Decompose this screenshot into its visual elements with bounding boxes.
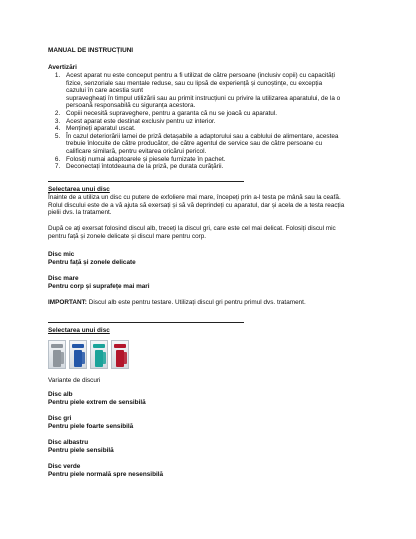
- page-title: MANUAL DE INSTRUCȚIUNI: [48, 47, 134, 54]
- disc-green-desc: Pentru piele normală spre nesensibilă: [48, 471, 164, 478]
- warning-item: 4. Mențineți aparatul uscat.: [62, 125, 392, 133]
- disc-grey-desc: Pentru piele foarte sensibilă: [48, 423, 134, 430]
- disc-blue-label: Disc albastru: [48, 439, 89, 446]
- small-disc-desc: Pentru față și zonele delicate: [48, 259, 136, 266]
- selection2-heading: Selectarea unui disc: [48, 327, 110, 334]
- selection-heading: Selectarea unui disc: [48, 186, 110, 193]
- important-text: Discul alb este pentru testare. Utilizați discul gri pentru primul dvs. tratament.: [86, 299, 306, 306]
- disc-blue-desc: Pentru piele sensibilă: [48, 447, 114, 454]
- warning-item: 2. Copiii necesită supraveghere, pentru a garanta că nu se joacă cu aparatul.: [62, 110, 392, 118]
- large-disc-label: Disc mare: [48, 275, 79, 282]
- disc-green-label: Disc verde: [48, 463, 81, 470]
- disc-red-image: [111, 340, 129, 369]
- disc-blue-image: [69, 340, 87, 369]
- small-disc-label: Disc mic: [48, 251, 75, 258]
- divider: [48, 322, 244, 323]
- warning-item: 3. Acest aparat este destinat exclusiv pentru uz interior.: [62, 118, 392, 126]
- warning-item: 5. În cazul deteriorării lamei de priză detașabile a adaptorului sau a cablului de alimentare, acestea trebuie înlocuite de către producător, de către agentul de service sau de către persoane cu calificare similară, pentru evitarea oricărui pericol.: [62, 133, 392, 156]
- warnings-heading: Avertizări: [48, 64, 77, 71]
- disc-grey-image: [48, 340, 66, 369]
- important-label: IMPORTANT:: [48, 299, 87, 306]
- disc-grey-label: Disc gri: [48, 415, 72, 422]
- selection-after: După ce ați exersat folosind discul alb, treceți la discul gri, care este cel mai delicat. Folosiți discul mic pentru față și zonele delicate și discul mare pentru corp.: [48, 225, 336, 240]
- warning-item: 6. Folosiți numai adaptoarele și piesele furnizate în pachet.: [62, 156, 392, 164]
- warnings-list: [48, 72, 392, 171]
- warning-item: 1. Acest aparat nu este conceput pentru a fi utilizat de către persoane (inclusiv copii) cu capacități fizice, senzoriale sau mentale reduse, sau cu lipsă de experiență și cunoștințe, cu excepția cazului în care acestia sunt supravegheați în timpul utilizării sau au primit instrucțiuni cu privire la utilizarea aparatului, de la o persoană responsabilă cu siguranța acestora.: [62, 72, 392, 110]
- important-note: [48, 299, 306, 307]
- selection-intro: Înainte de a utiliza un disc cu putere de exfoliere mai mare, începeți prin a-l testa pe mână sau la ceafă. Rolul discului este de a vă ajuta să exersați și să vă deprindeți cu aparatul, dar și acela de a testa reacția pielii dvs. la tratament.: [48, 194, 345, 217]
- divider: [48, 181, 244, 182]
- disc-white-label: Disc alb: [48, 391, 73, 398]
- disc-white-desc: Pentru piele extrem de sensibilă: [48, 399, 146, 406]
- large-disc-desc: Pentru corp și suprafețe mai mari: [48, 283, 150, 290]
- disc-teal-image: [90, 340, 108, 369]
- variants-label: Variante de discuri: [48, 377, 101, 384]
- warning-item: 7. Deconectați întotdeauna de la priză, pe durata curățării.: [62, 163, 392, 171]
